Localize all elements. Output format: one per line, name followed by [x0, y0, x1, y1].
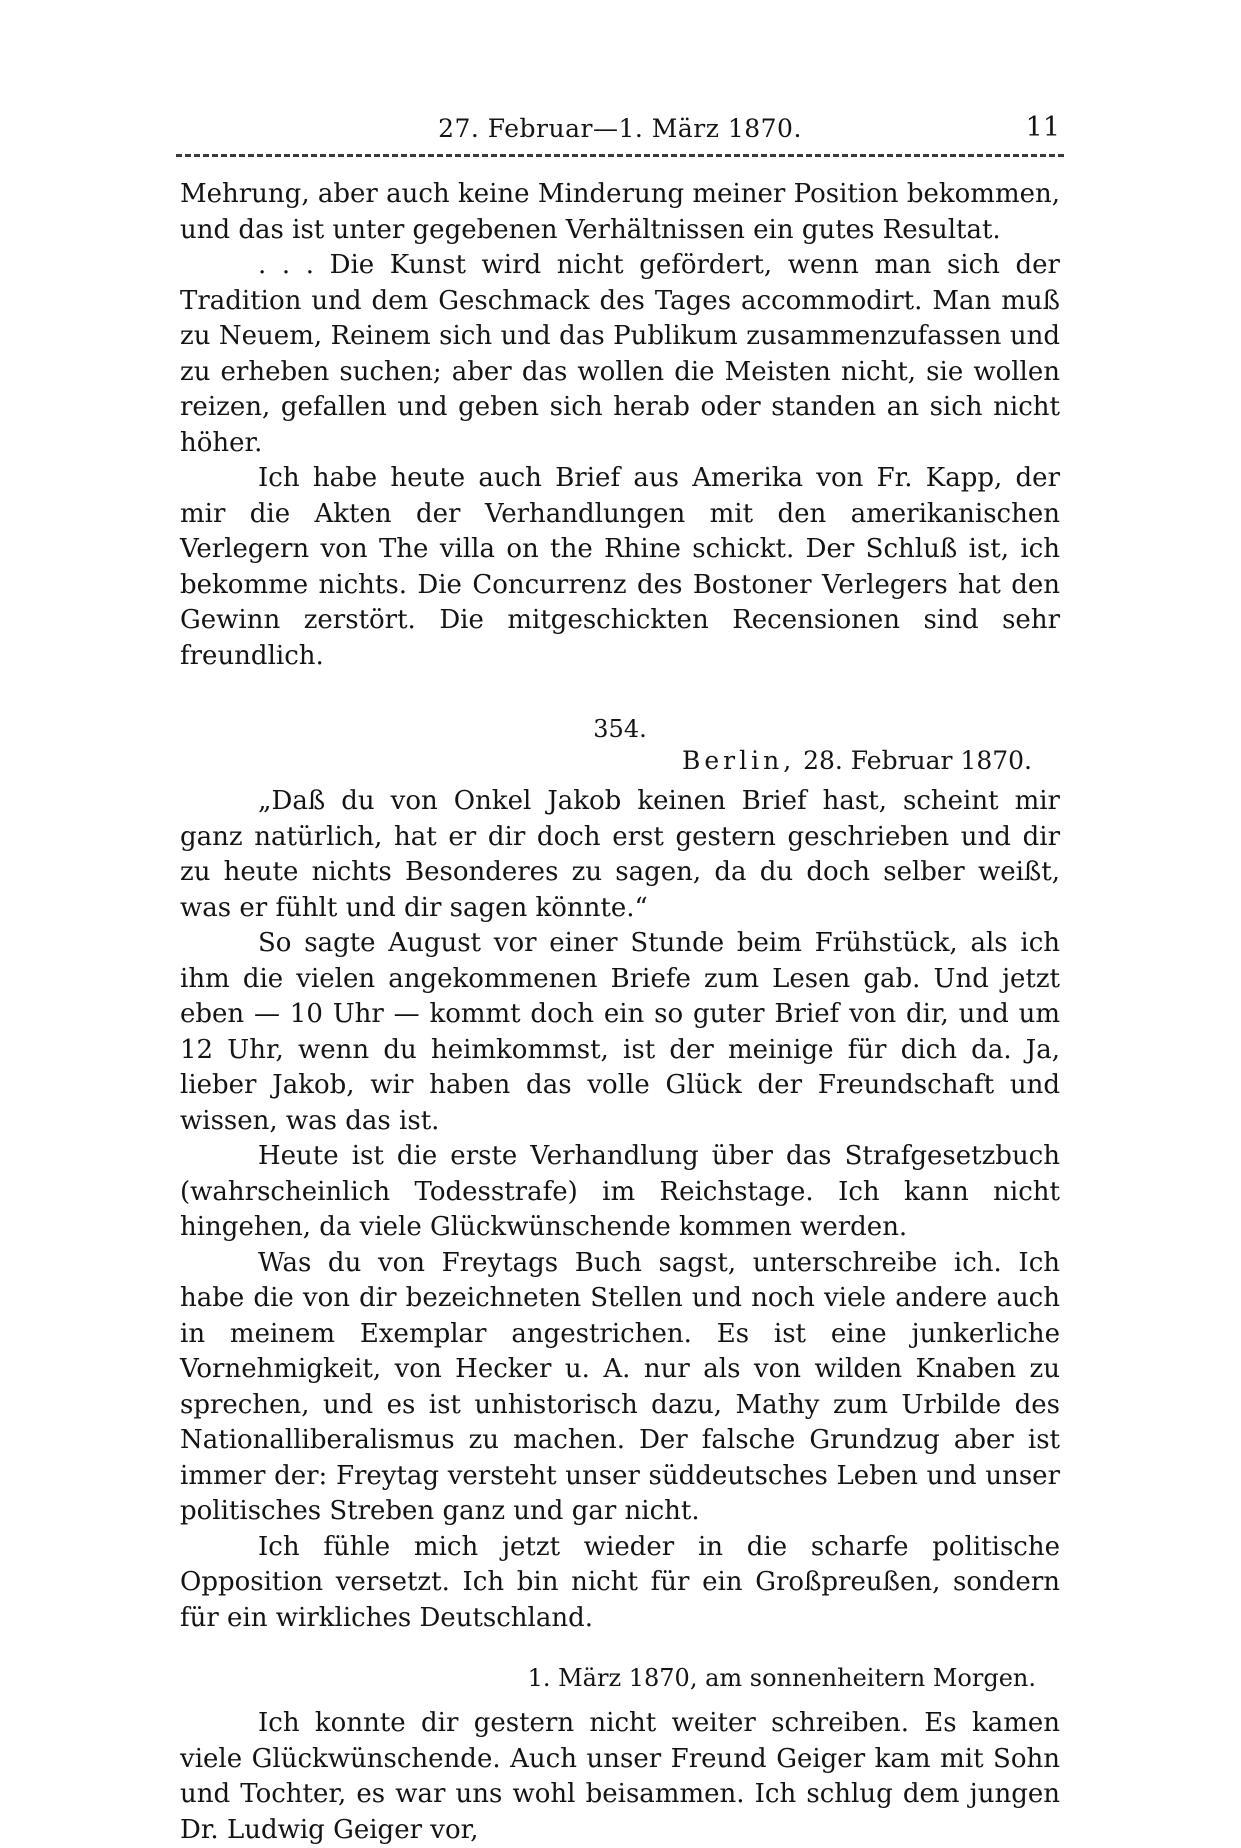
letter-number: 354. — [593, 715, 647, 743]
dateline-date: 28. Februar 1870. — [803, 746, 1032, 775]
paragraph-geiger: Ich konnte dir gestern nicht weiter schreiben. Es kamen viele Glückwünschende. Auch unser Freund Geiger kam mit Sohn und Tochter, es war uns wohl beisammen. Ich schlug dem jungen Dr. Ludwig Geiger vor, — [180, 1708, 1060, 1845]
paragraph-kunst: . . . Die Kunst wird nicht gefördert, wenn man sich der Tradition und dem Geschmack des Tages accommodirt. Man muß zu Neuem, Reinem sich und das Publikum zusammenzufassen und zu erheben suchen; aber das wollen die Meisten nicht, sie wollen reizen, gefallen und geben sich herab oder standen an sich nicht höher. — [180, 250, 1060, 458]
paragraph-opposition: Ich fühle mich jetzt wieder in die scharfe politische Opposition versetzt. Ich bin nicht für ein Großpreußen, sondern für ein wirkliches Deutschland. — [180, 1531, 1060, 1633]
running-head — [180, 110, 1060, 154]
dateline-second: 1. März 1870, am sonnenheitern Morgen. — [527, 1664, 1036, 1692]
header-rule — [176, 154, 1064, 157]
running-title: 27. Februar—1. März 1870. — [438, 114, 802, 143]
dateline — [180, 744, 1060, 778]
page-number: 11 — [1025, 112, 1060, 143]
paragraph-freytag: Was du von Freytags Buch sagst, unterschreibe ich. Ich habe die von dir bezeichneten Stellen und noch viele andere auch in meinem Exemplar angestrichen. Es ist eine junkerliche Vornehmigkeit, von Hecker u. A. nur als von wilden Knaben zu sprechen, und es ist unhistorisch dazu, Mathy zum Urbilde des Nationalliberalismus zu machen. Der falsche Grundzug aber ist immer der: Freytag versteht unser süddeutsches Leben und unser politisches Streben ganz und gar nicht. — [180, 1247, 1060, 1526]
page — [180, 110, 1060, 1848]
paragraph-quote: „Daß du von Onkel Jakob keinen Brief hast, scheint mir ganz natürlich, hat er dir doch erst gestern geschrieben und dir zu heute nichts Besonderes zu sagen, da du doch selber weißt, was er fühlt und dir sagen könnte.“ — [180, 786, 1060, 923]
paragraph-kapp: Ich habe heute auch Brief aus Amerika von Fr. Kapp, der mir die Akten der Verhandlungen mit den amerikanischen Verlegern von The villa on the Rhine schickt. Der Schluß ist, ich bekomme nichts. Die Concurrenz des Bostoner Verlegers hat den Gewinn zerstört. Die mitgeschickten Recensionen sind sehr freundlich. — [180, 463, 1060, 671]
dateline-place: Berlin, — [681, 746, 796, 775]
paragraph-reichstag: Heute ist die erste Verhandlung über das Strafgesetzbuch (wahrscheinlich Todesstrafe) im Reichstage. Ich kann nicht hingehen, da viele Glückwünschende kommen werden. — [180, 1141, 1060, 1242]
paragraph-august: So sagte August vor einer Stunde beim Frühstück, als ich ihm die vielen angekommenen Briefe zum Lesen gab. Und jetzt eben — 10 Uhr — kommt doch ein so guter Brief von dir, und um 12 Uhr, wenn du heimkommst, ist der meinige für dich da. Ja, lieber Jakob, wir haben das volle Glück der Freundschaft und wissen, was das ist. — [180, 928, 1060, 1136]
paragraph-continuation: Mehrung, aber auch keine Minderung meiner Position bekommen, und das ist unter gegebenen Verhältnissen ein gutes Resultat. — [180, 179, 1060, 245]
